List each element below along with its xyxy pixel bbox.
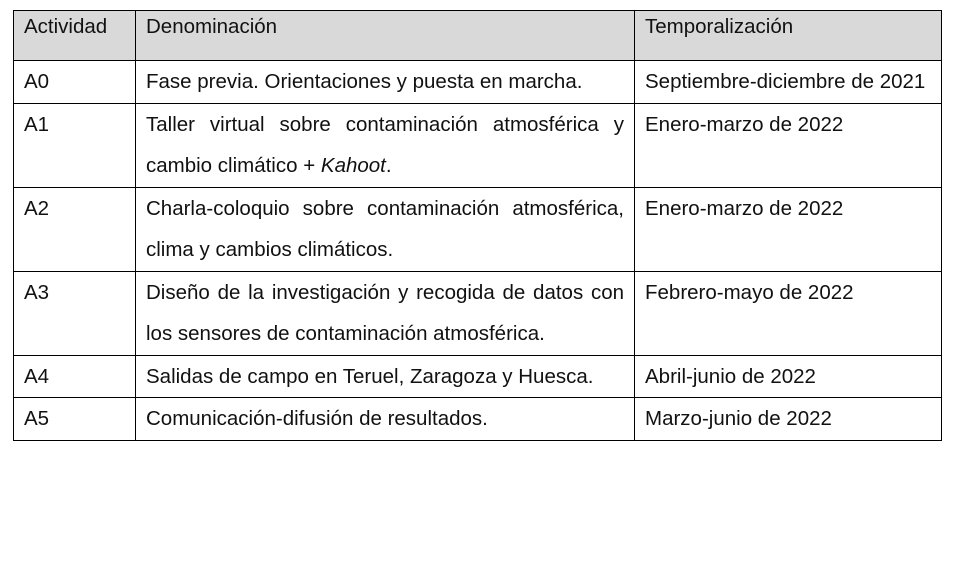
activity-name	[136, 61, 635, 104]
activity-name	[136, 187, 635, 271]
activity-id: A2	[14, 187, 136, 271]
table-row	[14, 398, 942, 441]
activity-name	[136, 271, 635, 355]
activity-name-text: Comunicación-difusión de resultados.	[146, 407, 488, 430]
activity-timing: Marzo-junio de 2022	[635, 398, 942, 441]
activity-timing: Enero-marzo de 2022	[635, 187, 942, 271]
table-row	[14, 61, 942, 104]
activity-id: A0	[14, 61, 136, 104]
column-header-name: Denominación	[136, 11, 635, 61]
activity-timing: Enero-marzo de 2022	[635, 103, 942, 187]
table-row	[14, 103, 942, 187]
activity-timing: Abril-junio de 2022	[635, 355, 942, 398]
header-row	[14, 11, 942, 61]
activity-name-text: Taller virtual sobre contaminación atmosférica y cambio climático +	[146, 112, 624, 177]
activity-id: A3	[14, 271, 136, 355]
table-row	[14, 271, 942, 355]
activity-name-text: Charla-coloquio sobre contaminación atmosférica, clima y cambios climáticos.	[146, 196, 624, 261]
activity-id: A1	[14, 103, 136, 187]
activity-timing: Febrero-mayo de 2022	[635, 271, 942, 355]
table-row	[14, 187, 942, 271]
column-header-timing: Temporalización	[635, 11, 942, 61]
activity-schedule	[13, 10, 941, 441]
activity-id: A4	[14, 355, 136, 398]
activity-name-italic: Kahoot	[320, 154, 386, 177]
activity-name	[136, 398, 635, 441]
table-row	[14, 355, 942, 398]
activity-name-suffix: .	[385, 154, 392, 177]
activity-name-text: Diseño de la investigación y recogida de datos con los sensores de contaminación atmosférica.	[146, 280, 624, 345]
activity-name-text: Fase previa. Orientaciones y puesta en marcha.	[146, 70, 583, 93]
activity-table	[13, 10, 942, 441]
activity-name-text: Salidas de campo en Teruel, Zaragoza y Huesca.	[146, 364, 594, 388]
activity-name	[136, 103, 635, 187]
activity-id: A5	[14, 398, 136, 441]
column-header-activity: Actividad	[14, 11, 136, 61]
activity-timing: Septiembre-diciembre de 2021	[635, 61, 942, 104]
activity-name	[136, 355, 635, 398]
